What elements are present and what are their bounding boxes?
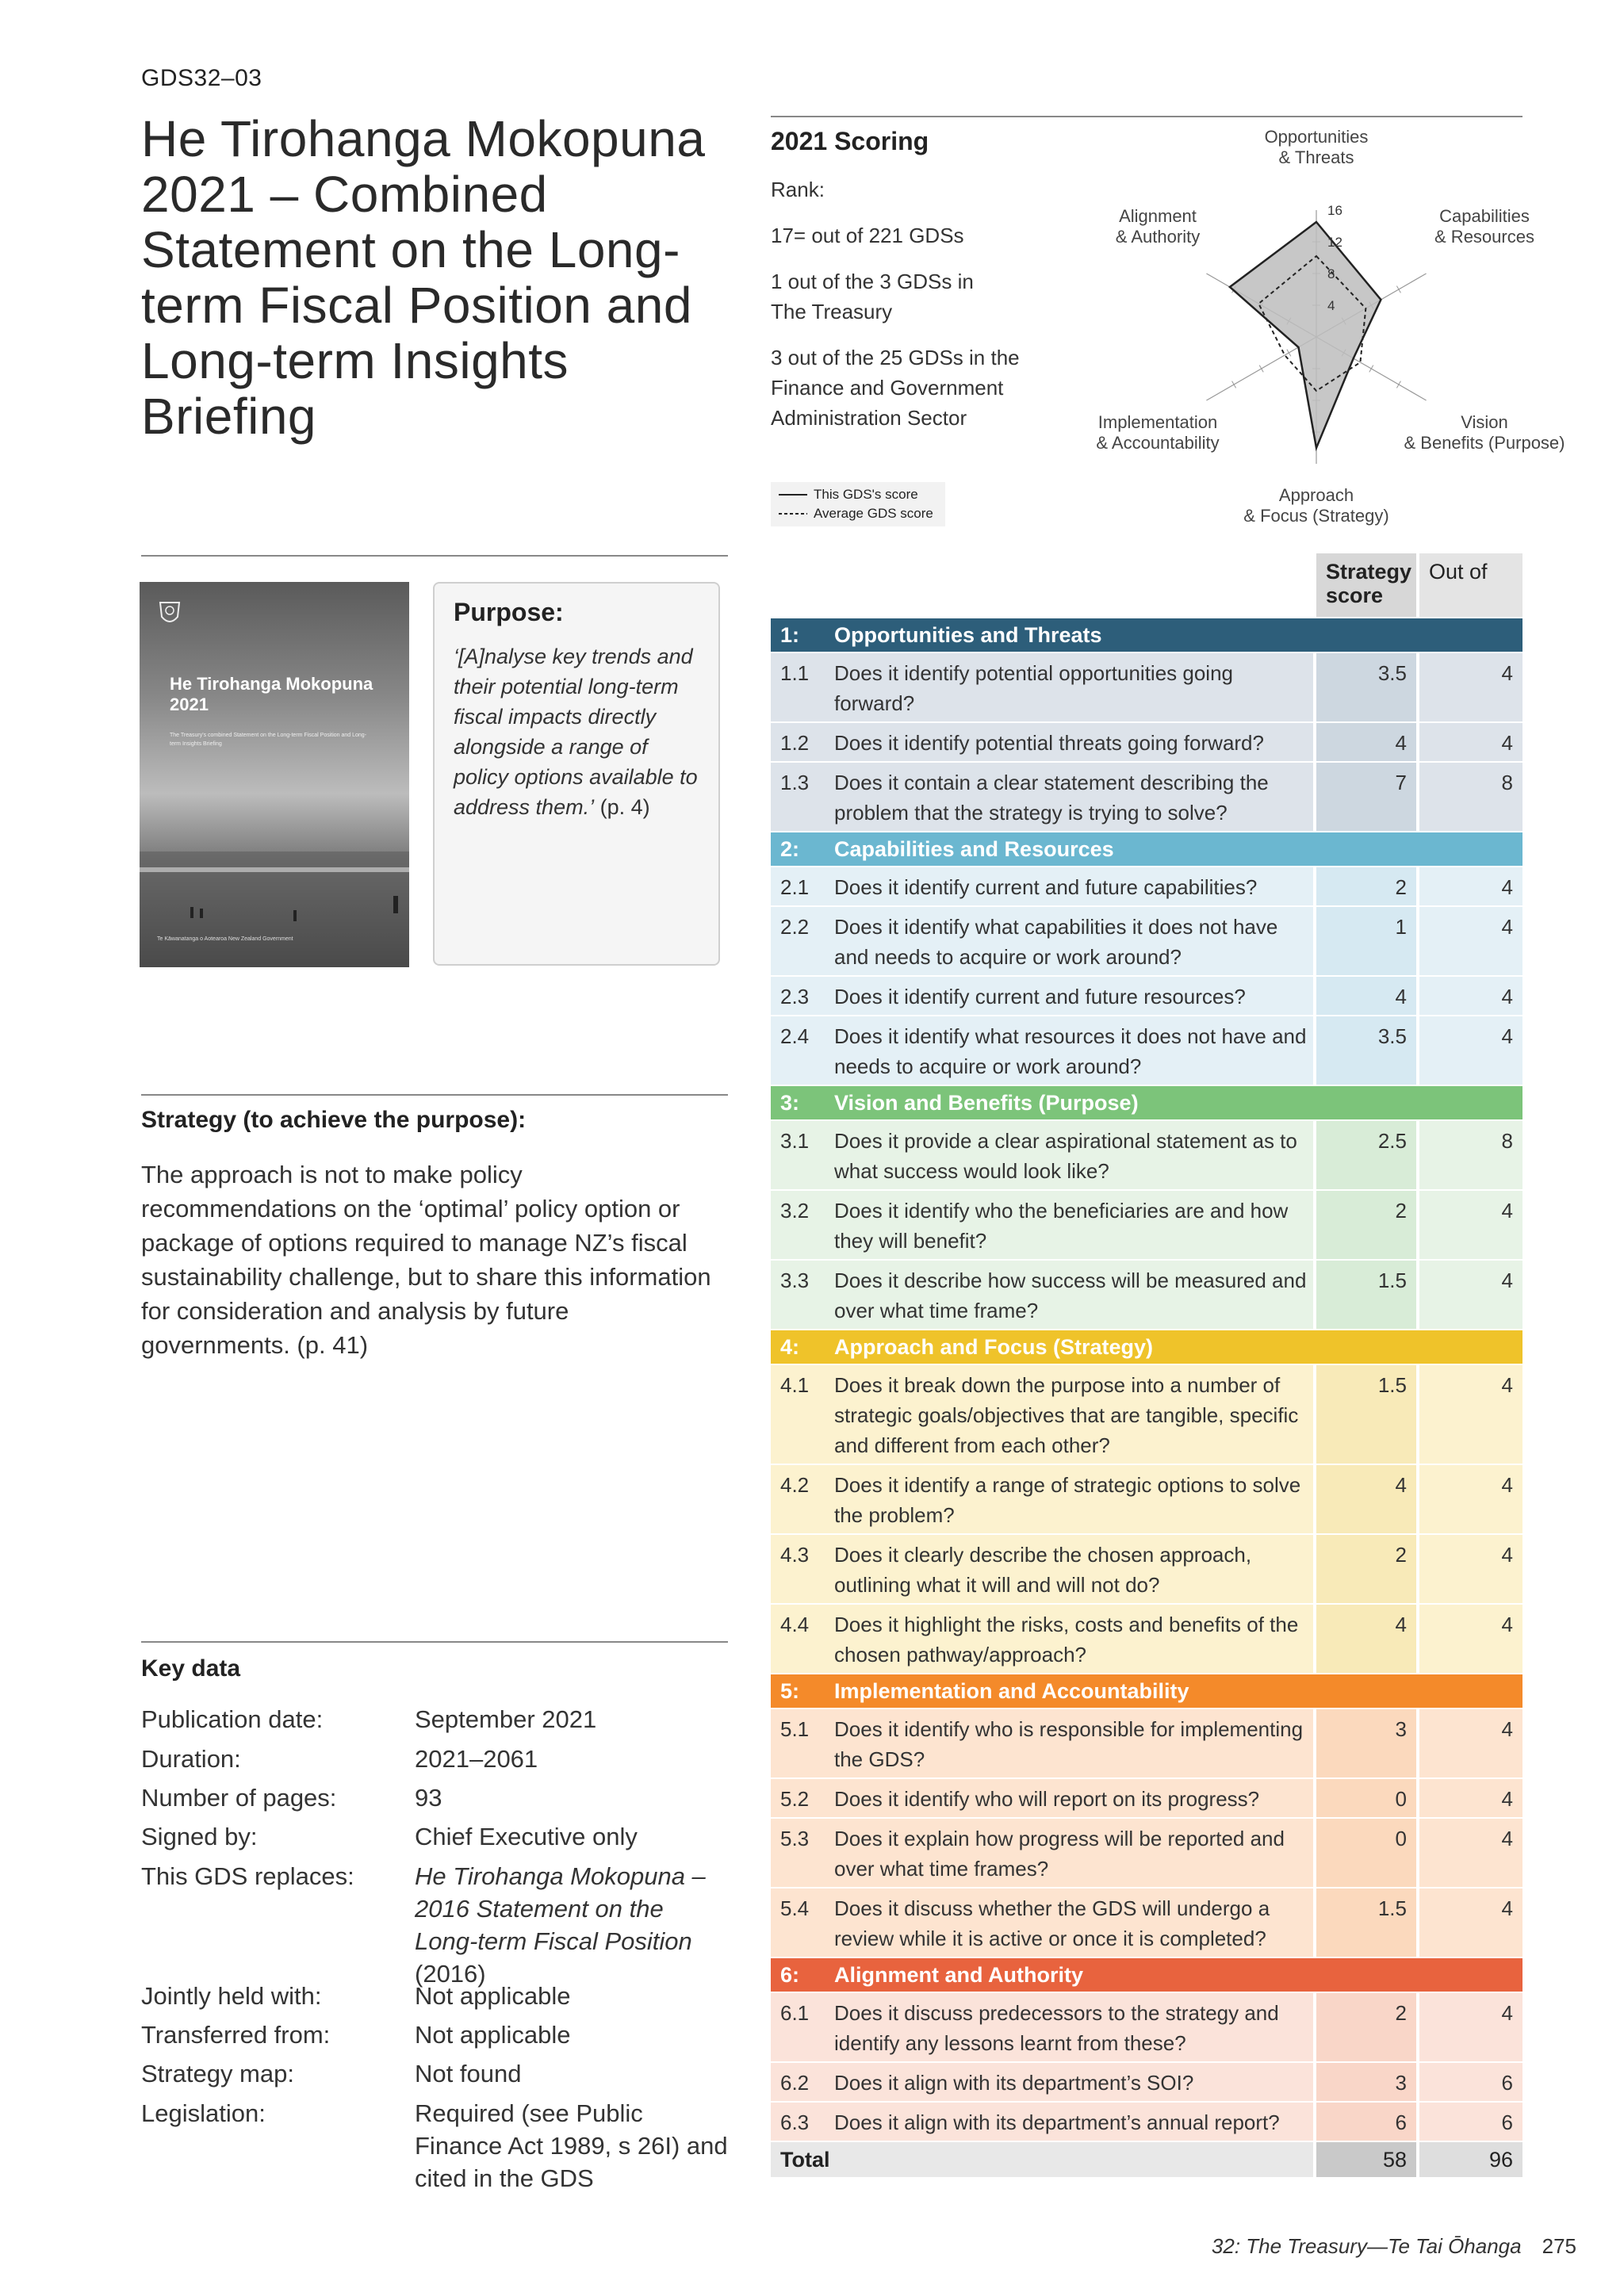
rank-overall: 17= out of 221 GDSs: [771, 224, 964, 247]
beach-scene: [140, 820, 409, 967]
page-title: He Tirohanga Mokopuna 2021 – Combined Statement on the Long-term Fiscal Position and Long-term Insights Briefing: [141, 110, 706, 445]
col-strategy-score: Strategy score: [1316, 553, 1416, 617]
out-of-score: 4: [1419, 1819, 1522, 1887]
out-of-score: 4: [1419, 653, 1522, 721]
strategy-score: 1: [1316, 907, 1416, 975]
section-header: 6: Alignment and Authority: [771, 1958, 1522, 1992]
question-text: Does it highlight the risks, costs and benefits of the chosen pathway/approach?: [834, 1613, 1299, 1667]
purpose-text: ‘[A]nalyse key trends and their potential long-term fiscal impacts directly alongside a range of policy options available to address them.’ (p. 4): [454, 645, 698, 819]
question-number: 5.3: [780, 1827, 810, 1850]
question-text: Does it provide a clear aspirational statement as to what success would look like?: [834, 1129, 1297, 1183]
table-row: [771, 1709, 1522, 1777]
key-data-value: Chief Executive only: [415, 1823, 638, 1850]
question-text: Does it discuss whether the GDS will undergo a review while it is active or once it is completed?: [834, 1896, 1270, 1950]
question-text: Does it identify what capabilities it does not have and needs to acquire or work around?: [834, 915, 1278, 969]
radar-axis-label: Opportunities & Threats: [1264, 127, 1369, 167]
rank-label: Rank:: [771, 178, 825, 201]
purpose-box: [433, 582, 720, 966]
question-number: 5.1: [780, 1717, 810, 1741]
table-row: [771, 1191, 1522, 1259]
strategy-score: 3.5: [1316, 653, 1416, 721]
strategy-score: 1.5: [1316, 1261, 1416, 1329]
question-number: 1.3: [780, 771, 810, 794]
page-footer: [1212, 2234, 1576, 2259]
question-text: Does it identify potential opportunities going forward?: [834, 661, 1233, 715]
section-header: 3: Vision and Benefits (Purpose): [771, 1086, 1522, 1119]
out-of-score: 4: [1419, 907, 1522, 975]
radar-axis-label: Vision & Benefits (Purpose): [1404, 412, 1565, 453]
question-number: 2.2: [780, 915, 810, 939]
strategy-score: 0: [1316, 1779, 1416, 1817]
col-out-of: Out of: [1419, 553, 1522, 617]
question-number: 1.2: [780, 731, 810, 755]
cover-title: He Tirohanga Mokopuna 2021: [170, 674, 373, 714]
out-of-score: 4: [1419, 1779, 1522, 1817]
radar-axis-label: Implementation & Accountability: [1096, 412, 1220, 453]
key-data-value: 93: [415, 1784, 442, 1812]
out-of-score: 4: [1419, 1605, 1522, 1673]
radar-axis-label: Approach & Focus (Strategy): [1243, 485, 1389, 526]
table-row: [771, 1605, 1522, 1673]
strategy-score: 6: [1316, 2103, 1416, 2141]
question-number: 4.3: [780, 1543, 810, 1567]
strategy-score: 2: [1316, 1191, 1416, 1259]
table-row: [771, 1993, 1522, 2061]
table-row: [771, 977, 1522, 1015]
table-row: [771, 653, 1522, 721]
out-of-score: 4: [1419, 1709, 1522, 1777]
table-row: [771, 1888, 1522, 1957]
question-number: 6.3: [780, 2110, 810, 2134]
table-row: [771, 763, 1522, 831]
table-row: [771, 1261, 1522, 1329]
key-data-value: 2021–2061: [415, 1745, 538, 1773]
table-row: [771, 1819, 1522, 1887]
out-of-score: 4: [1419, 1261, 1522, 1329]
question-text: Does it explain how progress will be reported and over what time frames?: [834, 1827, 1285, 1881]
radar-axis-label: Alignment & Authority: [1115, 206, 1201, 247]
strategy-score: 4: [1316, 977, 1416, 1015]
legend-gds: This GDS's score: [814, 487, 918, 502]
key-data-value: Required (see Public Finance Act 1989, s 26I) and cited in the GDS: [415, 2099, 728, 2192]
question-text: Does it clearly describe the chosen approach, outlining what it will and will not do?: [834, 1543, 1252, 1597]
strategy-heading: Strategy (to achieve the purpose):: [141, 1107, 527, 1133]
table-row: [771, 723, 1522, 761]
out-of-score: 4: [1419, 1993, 1522, 2061]
strategy-score: 4: [1316, 723, 1416, 761]
question-number: 3.2: [780, 1199, 810, 1223]
strategy-score: 2: [1316, 867, 1416, 905]
out-of-score: 4: [1419, 1535, 1522, 1603]
strategy-text: The approach is not to make policy recommendations on the ‘optimal’ policy option or package of options required to manage NZ’s fiscal sustainability challenge, but to share this information for consideration and analysis by future governments. (p. 41): [141, 1161, 711, 1359]
out-of-score: 4: [1419, 1016, 1522, 1085]
strategy-score: 2: [1316, 1535, 1416, 1603]
question-number: 4.4: [780, 1613, 810, 1636]
section-header: 1: Opportunities and Threats: [771, 618, 1522, 652]
question-number: 5.2: [780, 1787, 810, 1811]
strategy-score: 3.5: [1316, 1016, 1416, 1085]
key-data-label: Number of pages:: [141, 1784, 337, 1812]
table-row: [771, 2063, 1522, 2101]
question-text: Does it identify current and future capabilities?: [834, 875, 1258, 899]
radar-tick: [1232, 381, 1236, 388]
radar-axis-label: Capabilities & Resources: [1434, 206, 1534, 247]
total-label: Total: [780, 2148, 830, 2172]
out-of-score: 4: [1419, 1465, 1522, 1533]
rank-department: 1 out of the 3 GDSs in The Treasury: [771, 270, 974, 323]
out-of-score: 4: [1419, 723, 1522, 761]
section-header: 4: Approach and Focus (Strategy): [771, 1330, 1522, 1364]
divider: [141, 555, 728, 557]
key-data-label: Legislation:: [141, 2099, 266, 2127]
key-data-label: Publication date:: [141, 1705, 324, 1733]
strategy-score: 7: [1316, 763, 1416, 831]
question-number: 3.1: [780, 1129, 810, 1153]
question-number: 2.4: [780, 1024, 810, 1048]
strategy-score: 3: [1316, 2063, 1416, 2101]
table-row: [771, 867, 1522, 905]
table-row: [771, 1535, 1522, 1603]
table-row: [771, 2103, 1522, 2141]
total-out-of: 96: [1419, 2142, 1522, 2177]
key-data-label: Jointly held with:: [141, 1982, 322, 2010]
total-row: [771, 2142, 1522, 2177]
radar-tick: [1396, 381, 1400, 388]
key-data-label: This GDS replaces:: [141, 1862, 354, 1890]
question-text: Does it align with its department’s SOI?: [834, 2071, 1194, 2095]
key-data-label: Transferred from:: [141, 2021, 331, 2049]
table-row: [771, 1465, 1522, 1533]
out-of-score: 4: [1419, 977, 1522, 1015]
table-row: [771, 1365, 1522, 1464]
radar-series-gds: [1230, 222, 1381, 448]
cover-subtitle: The Treasury's combined Statement on the Long-term Fiscal Position and Long-term Insights Briefing: [170, 733, 367, 747]
cover-footer: Te Kāwanatanga o Aotearoa New Zealand Government: [157, 936, 293, 942]
out-of-score: 4: [1419, 1191, 1522, 1259]
radar-tick: [1369, 365, 1373, 373]
question-number: 6.1: [780, 2001, 810, 2025]
rank-sector: 3 out of the 25 GDSs in the Finance and Government Administration Sector: [771, 346, 1020, 430]
key-data-heading: Key data: [141, 1655, 241, 1682]
question-text: Does it identify who will report on its progress?: [834, 1787, 1260, 1811]
question-text: Does it contain a clear statement describing the problem that the strategy is trying to solve?: [834, 771, 1269, 825]
table-row: [771, 1016, 1522, 1085]
question-number: 4.1: [780, 1373, 810, 1397]
divider: [771, 116, 1522, 117]
strategy-score: 3: [1316, 1709, 1416, 1777]
key-data-label: Strategy map:: [141, 2060, 294, 2087]
out-of-score: 6: [1419, 2103, 1522, 2141]
question-number: 2.1: [780, 875, 810, 899]
key-data-value: September 2021: [415, 1705, 597, 1733]
question-number: 5.4: [780, 1896, 810, 1920]
strategy-score: 2: [1316, 1993, 1416, 2061]
strategy-score: 1.5: [1316, 1365, 1416, 1464]
radar-legend: [771, 482, 945, 526]
radar-tick-label: 12: [1327, 235, 1342, 250]
question-text: Does it discuss predecessors to the strategy and identify any lessons learnt from these?: [834, 2001, 1279, 2055]
key-data-label: Signed by:: [141, 1823, 258, 1850]
out-of-score: 4: [1419, 867, 1522, 905]
question-text: Does it identify what resources it does not have and needs to acquire or work around?: [834, 1024, 1307, 1078]
table-row: [771, 1121, 1522, 1189]
out-of-score: 4: [1419, 1365, 1522, 1464]
section-header: 5: Implementation and Accountability: [771, 1674, 1522, 1708]
question-number: 3.3: [780, 1269, 810, 1292]
question-text: Does it identify potential threats going forward?: [834, 731, 1264, 755]
out-of-score: 8: [1419, 763, 1522, 831]
question-text: Does it identify who is responsible for implementing the GDS?: [834, 1717, 1304, 1771]
radar-chart: [1094, 119, 1565, 539]
divider: [141, 1641, 728, 1643]
question-text: Does it identify a range of strategic options to solve the problem?: [834, 1473, 1301, 1527]
divider: [141, 1094, 728, 1096]
out-of-score: 4: [1419, 1888, 1522, 1957]
scoring-title: 2021 Scoring: [771, 127, 929, 155]
purpose-heading: Purpose:: [454, 598, 564, 626]
crest-icon: [157, 598, 182, 629]
question-text: Does it identify current and future resources?: [834, 985, 1246, 1008]
footer-section: 32: The Treasury—Te Tai Ōhanga: [1211, 2234, 1522, 2258]
question-text: Does it align with its department’s annual report?: [834, 2110, 1280, 2134]
strategy-score: 4: [1316, 1465, 1416, 1533]
question-text: Does it identify who the beneficiaries are and how they will benefit?: [834, 1199, 1289, 1253]
question-text: Does it break down the purpose into a number of strategic goals/objectives that are tangible, specific and different from each other?: [834, 1373, 1299, 1457]
legend-average: Average GDS score: [814, 506, 933, 521]
total-score: 58: [1316, 2142, 1416, 2177]
document-id: GDS32–03: [141, 65, 262, 91]
question-number: 6.2: [780, 2071, 810, 2095]
key-data-value: Not applicable: [415, 2021, 571, 2049]
key-data-value: Not applicable: [415, 1982, 571, 2010]
radar-tick: [1259, 365, 1263, 373]
strategy-score: 2.5: [1316, 1121, 1416, 1189]
question-number: 1.1: [780, 661, 810, 685]
table-row: [771, 907, 1522, 975]
radar-tick-label: 16: [1327, 203, 1342, 218]
key-data-label: Duration:: [141, 1745, 241, 1773]
radar-tick-label: 8: [1327, 266, 1335, 281]
strategy-score: 4: [1316, 1605, 1416, 1673]
out-of-score: 8: [1419, 1121, 1522, 1189]
strategy-score: 1.5: [1316, 1888, 1416, 1957]
question-number: 2.3: [780, 985, 810, 1008]
out-of-score: 6: [1419, 2063, 1522, 2101]
section-header: 2: Capabilities and Resources: [771, 832, 1522, 866]
cover-image: [140, 582, 409, 967]
key-data-value: He Tirohanga Mokopuna – 2016 Statement on the Long-term Fiscal Position (2016): [415, 1862, 706, 1988]
strategy-score: 0: [1316, 1819, 1416, 1887]
question-text: Does it describe how success will be measured and over what time frame?: [834, 1269, 1307, 1322]
radar-tick: [1287, 350, 1291, 357]
key-data-value: Not found: [415, 2060, 522, 2087]
radar-tick-label: 4: [1327, 298, 1335, 313]
page-number: 275: [1542, 2234, 1576, 2258]
radar-tick: [1396, 286, 1400, 293]
question-number: 4.2: [780, 1473, 810, 1497]
table-row: [771, 1779, 1522, 1817]
